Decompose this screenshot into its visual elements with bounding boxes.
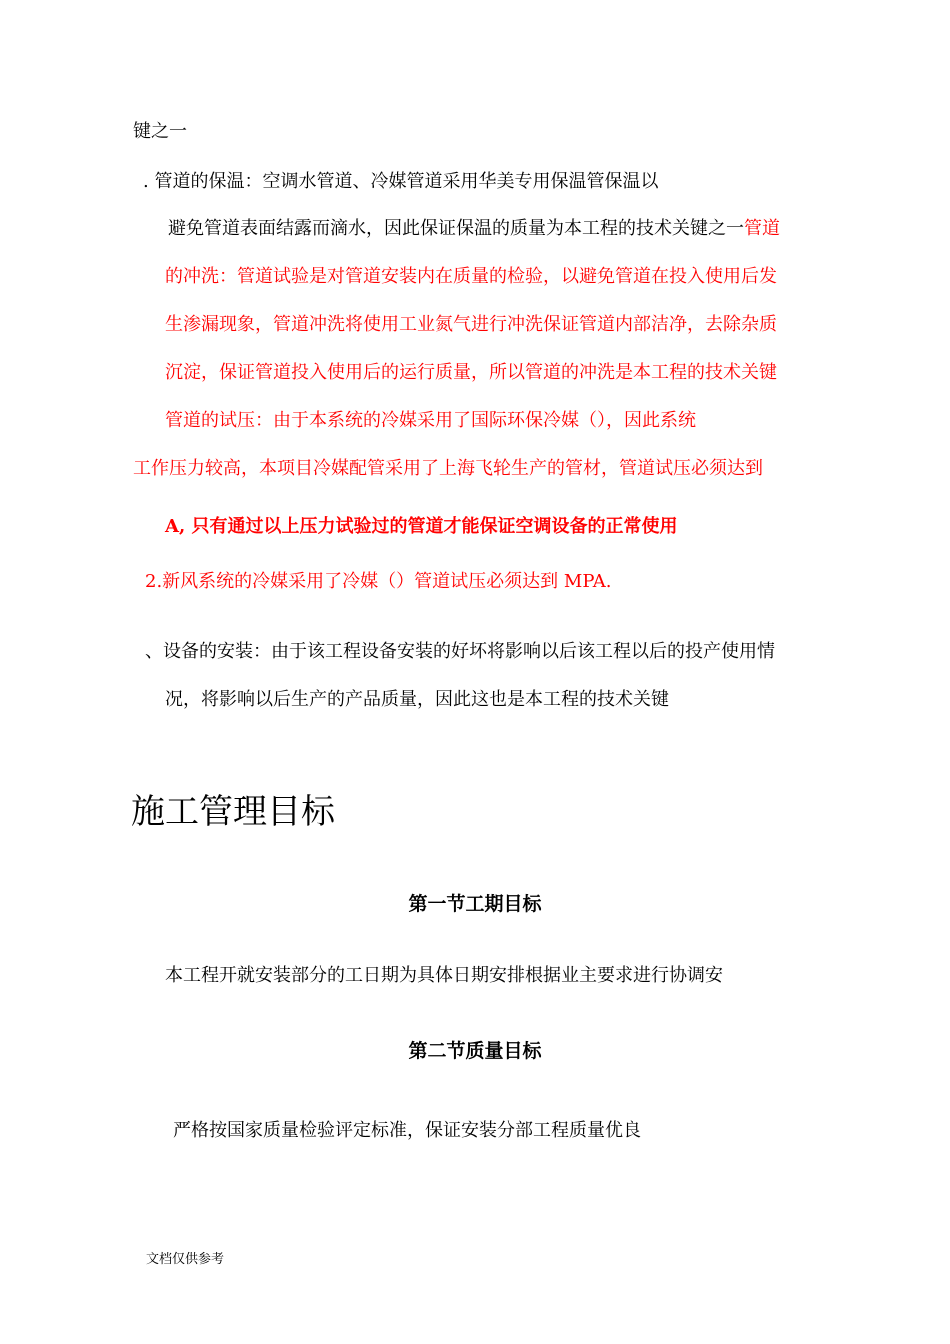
paragraph-line-11: 、设备的安装：由于该工程设备安装的好坏将影响以后该工程以后的投产使用情 xyxy=(145,641,775,662)
paragraph-line-5: 生渗漏现象，管道冲洗将使用工业氮气进行冲洗保证管道内部洁净，去除杂质 xyxy=(165,314,777,335)
section-title-quality: 第二节质量目标 xyxy=(408,1040,542,1062)
paragraph-line-12: 况，将影响以后生产的产品质量，因此这也是本工程的技术关键 xyxy=(165,689,669,710)
paragraph-line-6: 沉淀，保证管道投入使用后的运行质量，所以管道的冲洗是本工程的技术关键 xyxy=(165,362,777,383)
paragraph-line-2: . 管道的保温：空调水管道、冷媒管道采用华美专用保温管保温以 xyxy=(143,171,659,192)
paragraph-line-10: 2.新风系统的冷媒采用了冷媒（）管道试压必须达到 MPA. xyxy=(145,571,612,592)
section-body-quality: 严格按国家质量检验评定标准，保证安装分部工程质量优良 xyxy=(173,1120,641,1141)
paragraph-line-7: 管道的试压：由于本系统的冷媒采用了国际环保冷媒（），因此系统 xyxy=(165,410,696,431)
chapter-title: 施工管理目标 xyxy=(131,792,335,832)
paragraph-line-3 xyxy=(168,217,780,241)
paragraph-line-4: 的冲洗：管道试验是对管道安装内在质量的检验，以避免管道在投入使用后发 xyxy=(165,266,777,287)
paragraph-line-3-black: 避免管道表面结露而滴水，因此保证保温的质量为本工程的技术关键之一 xyxy=(168,218,744,239)
footer-note: 文档仅供参考 xyxy=(146,1252,225,1267)
section-title-schedule: 第一节工期目标 xyxy=(408,893,542,915)
section-body-schedule: 本工程开就安装部分的工日期为具体日期安排根据业主要求进行协调安 xyxy=(165,965,723,986)
paragraph-line-8: 工作压力较高，本项目冷媒配管采用了上海飞轮生产的管材，管道试压必须达到 xyxy=(133,458,763,479)
paragraph-line-3-red: 管道 xyxy=(744,218,780,239)
paragraph-line-9: A, 只有通过以上压力试验过的管道才能保证空调设备的正常使用 xyxy=(165,516,678,537)
paragraph-line-1: 键之一 xyxy=(133,121,187,142)
